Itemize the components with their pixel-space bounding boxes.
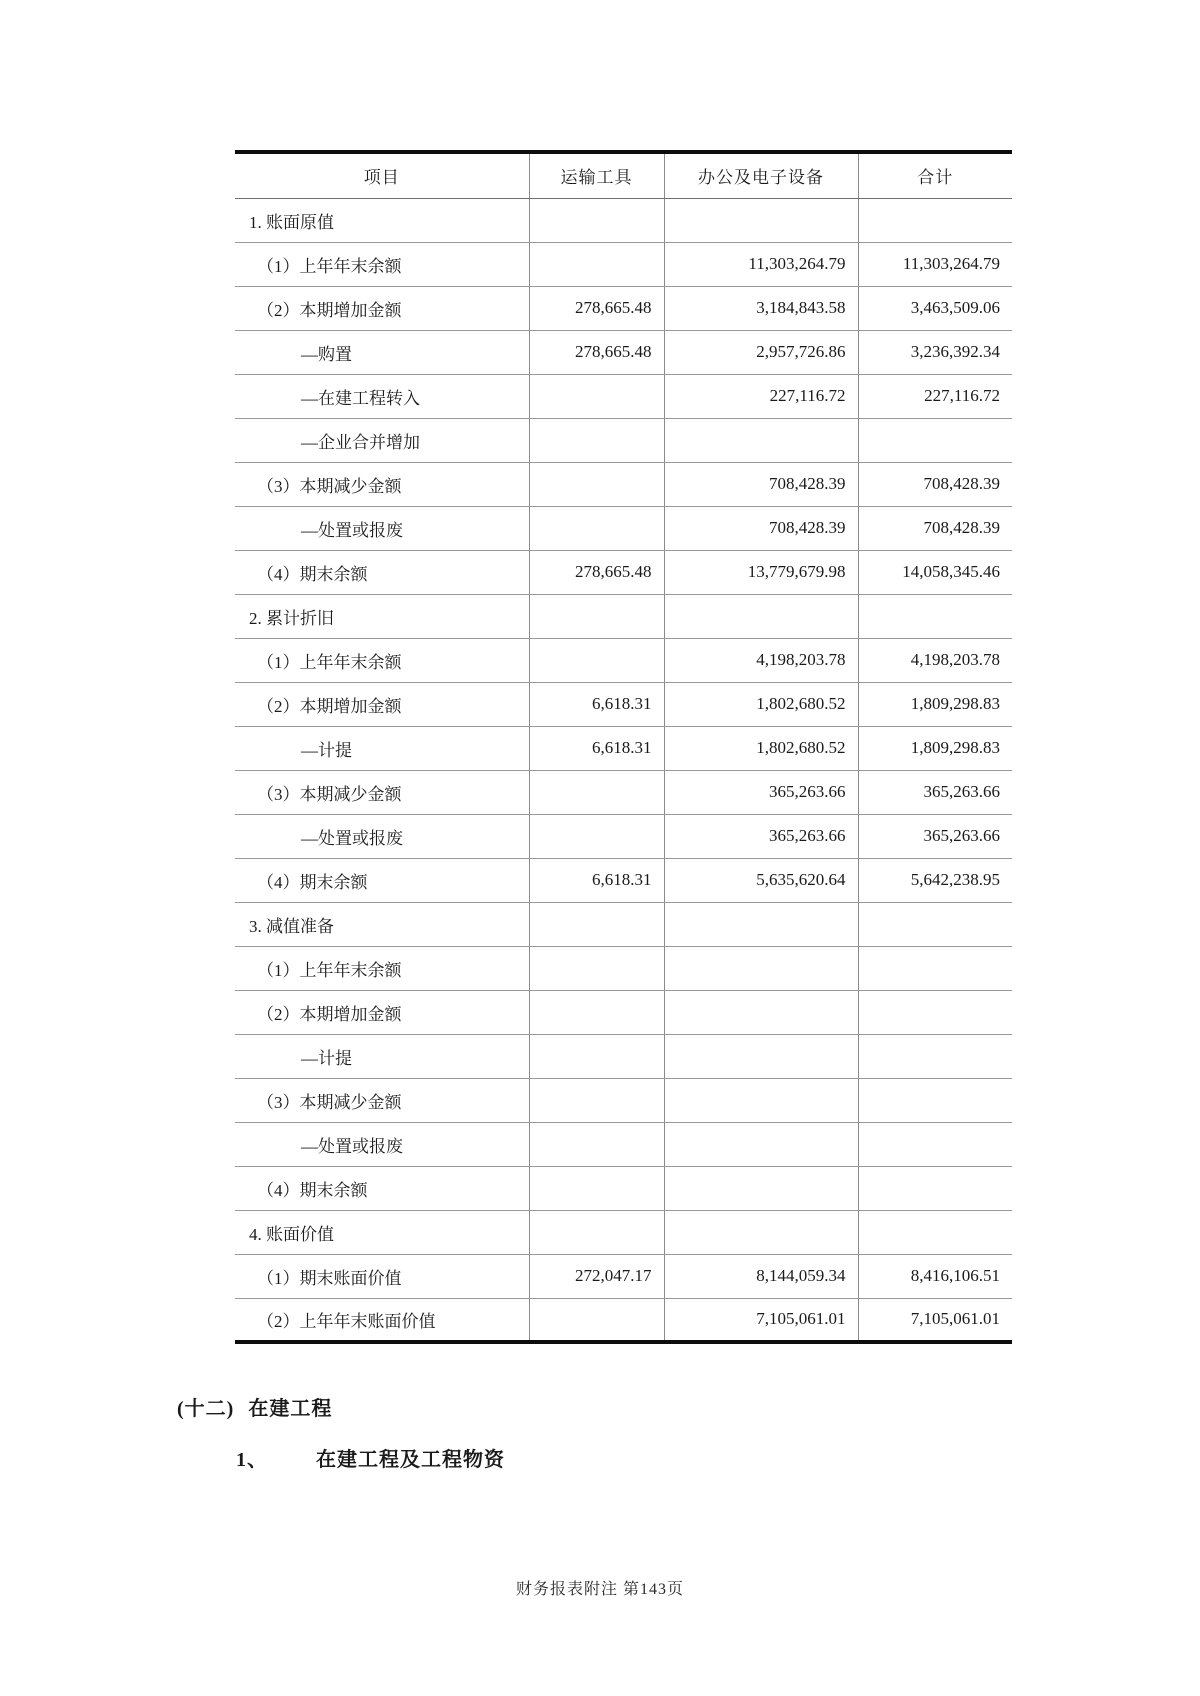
row-value: 1,809,298.83 bbox=[858, 726, 1012, 770]
row-value bbox=[664, 418, 858, 462]
row-value: 272,047.17 bbox=[529, 1254, 664, 1298]
row-value: 11,303,264.79 bbox=[664, 242, 858, 286]
row-value bbox=[529, 462, 664, 506]
row-value bbox=[529, 374, 664, 418]
row-label: （1）上年年末余额 bbox=[235, 242, 529, 286]
table-row bbox=[235, 902, 1012, 946]
row-value bbox=[529, 198, 664, 242]
row-value bbox=[529, 506, 664, 550]
row-value bbox=[529, 418, 664, 462]
table-row bbox=[235, 1122, 1012, 1166]
subsection-number: 1、 bbox=[236, 1449, 268, 1471]
table-row bbox=[235, 770, 1012, 814]
subsection-title: 在建工程及工程物资 bbox=[316, 1449, 505, 1471]
row-value: 6,618.31 bbox=[529, 726, 664, 770]
row-label: 2. 累计折旧 bbox=[235, 594, 529, 638]
row-value: 708,428.39 bbox=[858, 506, 1012, 550]
row-label: 1. 账面原值 bbox=[235, 198, 529, 242]
table-row bbox=[235, 286, 1012, 330]
row-value bbox=[529, 1298, 664, 1342]
row-value: 8,144,059.34 bbox=[664, 1254, 858, 1298]
row-value bbox=[529, 1122, 664, 1166]
row-label: （3）本期减少金额 bbox=[235, 462, 529, 506]
row-value: 278,665.48 bbox=[529, 330, 664, 374]
row-value bbox=[858, 1122, 1012, 1166]
row-value: 1,802,680.52 bbox=[664, 726, 858, 770]
row-value: 227,116.72 bbox=[664, 374, 858, 418]
row-label: —在建工程转入 bbox=[235, 374, 529, 418]
table-row bbox=[235, 242, 1012, 286]
row-value bbox=[529, 990, 664, 1034]
row-value bbox=[664, 1078, 858, 1122]
row-value: 365,263.66 bbox=[858, 770, 1012, 814]
row-value bbox=[664, 902, 858, 946]
table-row bbox=[235, 506, 1012, 550]
section-number: (十二) bbox=[177, 1398, 235, 1420]
row-value bbox=[858, 198, 1012, 242]
row-label: （4）期末余额 bbox=[235, 858, 529, 902]
row-label: （4）期末余额 bbox=[235, 550, 529, 594]
row-label: （3）本期减少金额 bbox=[235, 1078, 529, 1122]
row-value bbox=[664, 1166, 858, 1210]
row-value bbox=[529, 770, 664, 814]
row-value bbox=[529, 1078, 664, 1122]
row-value bbox=[858, 418, 1012, 462]
table-row bbox=[235, 1078, 1012, 1122]
row-value bbox=[529, 946, 664, 990]
col-header-office-electronics: 办公及电子设备 bbox=[664, 152, 858, 198]
row-value bbox=[664, 990, 858, 1034]
row-value: 11,303,264.79 bbox=[858, 242, 1012, 286]
row-label: —处置或报废 bbox=[235, 506, 529, 550]
row-value bbox=[529, 1166, 664, 1210]
table-row bbox=[235, 418, 1012, 462]
row-value bbox=[664, 594, 858, 638]
row-value: 365,263.66 bbox=[664, 770, 858, 814]
row-value: 6,618.31 bbox=[529, 858, 664, 902]
col-header-item: 项目 bbox=[235, 152, 529, 198]
table-row bbox=[235, 594, 1012, 638]
row-label: —计提 bbox=[235, 1034, 529, 1078]
row-label: （1）上年年末余额 bbox=[235, 638, 529, 682]
row-label: —计提 bbox=[235, 726, 529, 770]
row-value bbox=[529, 242, 664, 286]
row-value: 278,665.48 bbox=[529, 286, 664, 330]
table-row bbox=[235, 374, 1012, 418]
table-row bbox=[235, 638, 1012, 682]
row-value: 13,779,679.98 bbox=[664, 550, 858, 594]
row-label: —处置或报废 bbox=[235, 1122, 529, 1166]
row-label: （3）本期减少金额 bbox=[235, 770, 529, 814]
row-label: （4）期末余额 bbox=[235, 1166, 529, 1210]
row-value: 708,428.39 bbox=[858, 462, 1012, 506]
table-row bbox=[235, 814, 1012, 858]
col-header-total: 合计 bbox=[858, 152, 1012, 198]
row-value: 278,665.48 bbox=[529, 550, 664, 594]
row-value: 2,957,726.86 bbox=[664, 330, 858, 374]
row-value: 5,635,620.64 bbox=[664, 858, 858, 902]
row-label: —企业合并增加 bbox=[235, 418, 529, 462]
row-value bbox=[529, 1034, 664, 1078]
row-value bbox=[529, 638, 664, 682]
row-value bbox=[858, 1078, 1012, 1122]
row-value: 8,416,106.51 bbox=[858, 1254, 1012, 1298]
row-value bbox=[664, 198, 858, 242]
row-value: 7,105,061.01 bbox=[858, 1298, 1012, 1342]
row-value: 14,058,345.46 bbox=[858, 550, 1012, 594]
row-label: （2）本期增加金额 bbox=[235, 990, 529, 1034]
row-value: 6,618.31 bbox=[529, 682, 664, 726]
table-row bbox=[235, 1034, 1012, 1078]
row-label: （1）期末账面价值 bbox=[235, 1254, 529, 1298]
row-value bbox=[529, 1210, 664, 1254]
row-label: （2）本期增加金额 bbox=[235, 682, 529, 726]
table-row bbox=[235, 330, 1012, 374]
row-value bbox=[858, 946, 1012, 990]
subsection-heading bbox=[236, 1443, 505, 1472]
table-row bbox=[235, 990, 1012, 1034]
table-header-row bbox=[235, 152, 1012, 198]
row-value bbox=[529, 814, 664, 858]
row-value bbox=[858, 902, 1012, 946]
section-title: 在建工程 bbox=[248, 1398, 333, 1420]
row-value: 3,463,509.06 bbox=[858, 286, 1012, 330]
row-value: 708,428.39 bbox=[664, 462, 858, 506]
table-row bbox=[235, 858, 1012, 902]
row-value: 227,116.72 bbox=[858, 374, 1012, 418]
table-row bbox=[235, 682, 1012, 726]
row-label: （2）本期增加金额 bbox=[235, 286, 529, 330]
row-value bbox=[664, 1122, 858, 1166]
row-label: （2）上年年末账面价值 bbox=[235, 1298, 529, 1342]
table-row bbox=[235, 946, 1012, 990]
table-row bbox=[235, 1298, 1012, 1342]
table-row bbox=[235, 462, 1012, 506]
row-value bbox=[858, 1166, 1012, 1210]
row-value bbox=[664, 946, 858, 990]
row-label: —购置 bbox=[235, 330, 529, 374]
row-label: 3. 减值准备 bbox=[235, 902, 529, 946]
row-label: （1）上年年末余额 bbox=[235, 946, 529, 990]
row-label: —处置或报废 bbox=[235, 814, 529, 858]
row-value bbox=[664, 1210, 858, 1254]
table-row bbox=[235, 1166, 1012, 1210]
table-row bbox=[235, 1254, 1012, 1298]
row-value: 365,263.66 bbox=[858, 814, 1012, 858]
row-value bbox=[529, 902, 664, 946]
row-value bbox=[664, 1034, 858, 1078]
row-value bbox=[858, 990, 1012, 1034]
row-value bbox=[858, 594, 1012, 638]
row-value: 3,236,392.34 bbox=[858, 330, 1012, 374]
row-value: 1,802,680.52 bbox=[664, 682, 858, 726]
row-value: 365,263.66 bbox=[664, 814, 858, 858]
col-header-transport: 运输工具 bbox=[529, 152, 664, 198]
table-row bbox=[235, 550, 1012, 594]
fixed-assets-table bbox=[235, 150, 1012, 1344]
table-row bbox=[235, 198, 1012, 242]
row-value: 4,198,203.78 bbox=[664, 638, 858, 682]
table-row bbox=[235, 1210, 1012, 1254]
row-value: 708,428.39 bbox=[664, 506, 858, 550]
section-heading bbox=[177, 1392, 332, 1421]
row-value: 3,184,843.58 bbox=[664, 286, 858, 330]
table-row bbox=[235, 726, 1012, 770]
row-value bbox=[529, 594, 664, 638]
row-value bbox=[858, 1034, 1012, 1078]
page-footer: 财务报表附注 第143页 bbox=[515, 1581, 684, 1598]
row-value: 4,198,203.78 bbox=[858, 638, 1012, 682]
row-value: 5,642,238.95 bbox=[858, 858, 1012, 902]
row-value: 1,809,298.83 bbox=[858, 682, 1012, 726]
row-value: 7,105,061.01 bbox=[664, 1298, 858, 1342]
row-value bbox=[858, 1210, 1012, 1254]
row-label: 4. 账面价值 bbox=[235, 1210, 529, 1254]
